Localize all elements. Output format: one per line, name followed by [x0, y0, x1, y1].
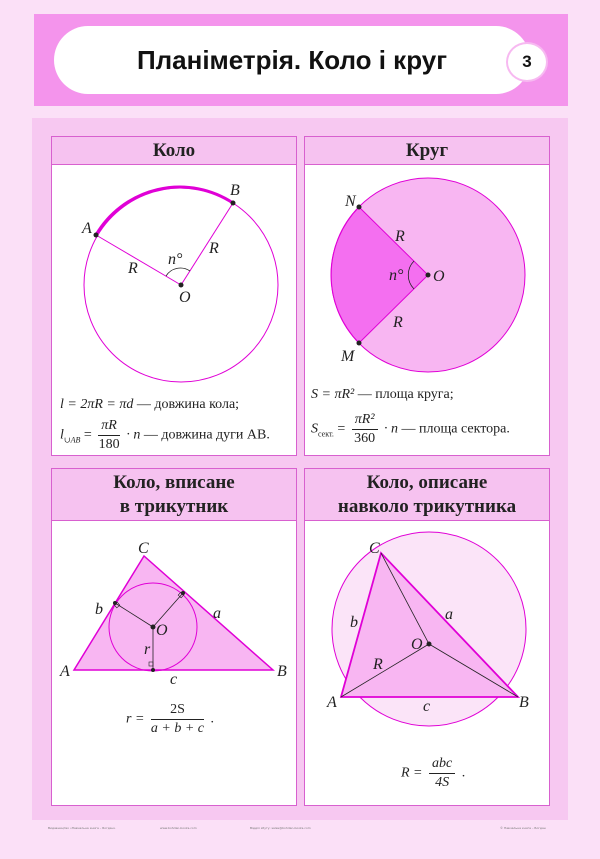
circle-formula-2-tail: · n — [126, 427, 141, 443]
circle-formula-2 — [60, 417, 270, 454]
disk-center — [426, 273, 431, 278]
label-angle: n° — [168, 251, 183, 268]
incenter — [151, 625, 156, 630]
circle-formula-2-num: πR — [98, 417, 120, 436]
disk-formula-2-fraction — [352, 411, 378, 448]
circumscribed-label-b: B — [519, 694, 529, 711]
footer-copyright: © Навчальна книга – Богдан — [500, 826, 546, 830]
inscribed-heading-line-2: в трикутник — [119, 496, 229, 517]
circle-formula-2-fraction — [98, 417, 120, 454]
inscribed-formula-fraction — [151, 701, 204, 738]
angle-arc — [166, 268, 190, 276]
disk-formula-2-lhs: S — [311, 421, 318, 437]
circle-formula-1-desc: — довжина кола; — [136, 397, 240, 412]
inscribed-label-b: B — [277, 663, 287, 680]
point-b — [231, 201, 236, 206]
circumscribed-formula-fraction — [429, 755, 455, 792]
circumscribed-label-r: R — [373, 656, 383, 673]
panel-inscribed — [51, 468, 297, 806]
circle-formula-1 — [60, 397, 239, 413]
inscribed-diagram — [52, 469, 298, 807]
disk-formula-2-den: 360 — [354, 431, 376, 446]
page-title: Планіметрія. Коло і круг — [136, 45, 448, 75]
label-a: A — [82, 220, 92, 237]
tangent-point-c — [151, 668, 155, 672]
circumscribed-formula-lhs: R = — [401, 765, 423, 781]
disk-formula-2-sub: сект. — [318, 429, 334, 439]
label-disk-o: O — [433, 268, 445, 285]
point-a — [94, 233, 99, 238]
footer-website: www.bohdan-books.com — [160, 826, 197, 830]
inscribed-heading-line-1: Коло, вписане — [113, 472, 235, 493]
circumscribed-label-c: C — [369, 540, 380, 557]
panel-circumscribed — [304, 468, 550, 806]
inscribed-label-side-a: a — [213, 605, 221, 622]
circle-formula-2-lhs: l — [60, 427, 64, 443]
inscribed-label-a: A — [60, 663, 70, 680]
point-n — [357, 205, 362, 210]
inscribed-formula-tail: . — [210, 711, 215, 727]
label-n: N — [345, 193, 356, 210]
circle-formula-2-den: 180 — [98, 437, 120, 452]
circumscribed-label-side-a: a — [445, 606, 453, 623]
circle-formula-1-lhs: l = 2πR = πd — [60, 397, 134, 412]
circumcenter — [427, 642, 432, 647]
tangent-point-a — [181, 591, 185, 595]
disk-formula-1 — [311, 387, 454, 403]
panel-circle — [51, 136, 297, 456]
center-point — [179, 283, 184, 288]
arc-ab — [96, 187, 233, 235]
point-m — [357, 341, 362, 346]
label-o: O — [179, 289, 191, 306]
panel-disk-heading: Круг — [305, 137, 549, 165]
disk-formula-1-lhs: S = πR² — [311, 387, 355, 402]
label-r2: R — [209, 240, 219, 257]
page-number-badge: 3 — [508, 44, 546, 80]
circle-formula-2-desc: — довжина дуги AB. — [143, 427, 270, 443]
circumscribed-formula-num: abc — [429, 755, 455, 774]
disk-diagram — [305, 137, 551, 457]
panel-circle-heading: Коло — [52, 137, 296, 165]
disk-formula-2-eq: = — [337, 421, 346, 437]
disk-formula-2 — [311, 411, 510, 448]
circle-formula-2-sub: ∪AB — [63, 435, 81, 445]
circumscribed-formula-tail: . — [461, 765, 466, 781]
inscribed-formula — [126, 701, 214, 738]
inscribed-formula-lhs: r = — [126, 711, 145, 727]
inscribed-formula-num: 2S — [151, 701, 204, 720]
inscribed-label-r: r — [144, 641, 151, 658]
label-m: M — [341, 348, 355, 365]
circumscribed-heading-line-2: навколо трикутника — [337, 496, 517, 517]
inscribed-label-side-b: b — [95, 601, 103, 618]
circumscribed-label-side-c: c — [423, 698, 431, 715]
disk-formula-1-desc: — площа круга; — [357, 387, 454, 402]
disk-formula-2-desc: — площа сектора. — [401, 421, 510, 437]
label-disk-angle: n° — [389, 267, 404, 284]
disk-formula-2-tail: · n — [384, 421, 399, 437]
circumscribed-label-side-b: b — [350, 614, 358, 631]
tangent-point-b — [113, 601, 117, 605]
inscribed-triangle — [74, 556, 273, 670]
label-r1: R — [128, 260, 138, 277]
disk-formula-2-num: πR² — [352, 411, 378, 430]
label-disk-r2: R — [393, 314, 403, 331]
circumscribed-label-a: A — [327, 694, 337, 711]
footer-sales: Відділ збуту: sales@bohdan-books.com — [250, 826, 311, 830]
footer-publisher: Видавництво «Навчальна книга – Богдан» — [48, 826, 116, 830]
panel-disk — [304, 136, 550, 456]
circumscribed-formula — [401, 755, 465, 792]
inscribed-label-c: C — [138, 540, 149, 557]
label-b: B — [230, 182, 240, 199]
circumscribed-formula-den: 4S — [435, 775, 450, 790]
inscribed-label-side-c: c — [170, 671, 178, 688]
label-disk-r1: R — [395, 228, 405, 245]
inscribed-label-o: O — [156, 622, 168, 639]
inscribed-formula-den: a + b + c — [150, 721, 205, 736]
circumscribed-label-o: O — [411, 636, 423, 653]
circle-formula-2-eq: = — [83, 427, 92, 443]
circumscribed-heading-line-1: Коло, описане — [366, 472, 488, 493]
radius-ob — [181, 203, 233, 285]
